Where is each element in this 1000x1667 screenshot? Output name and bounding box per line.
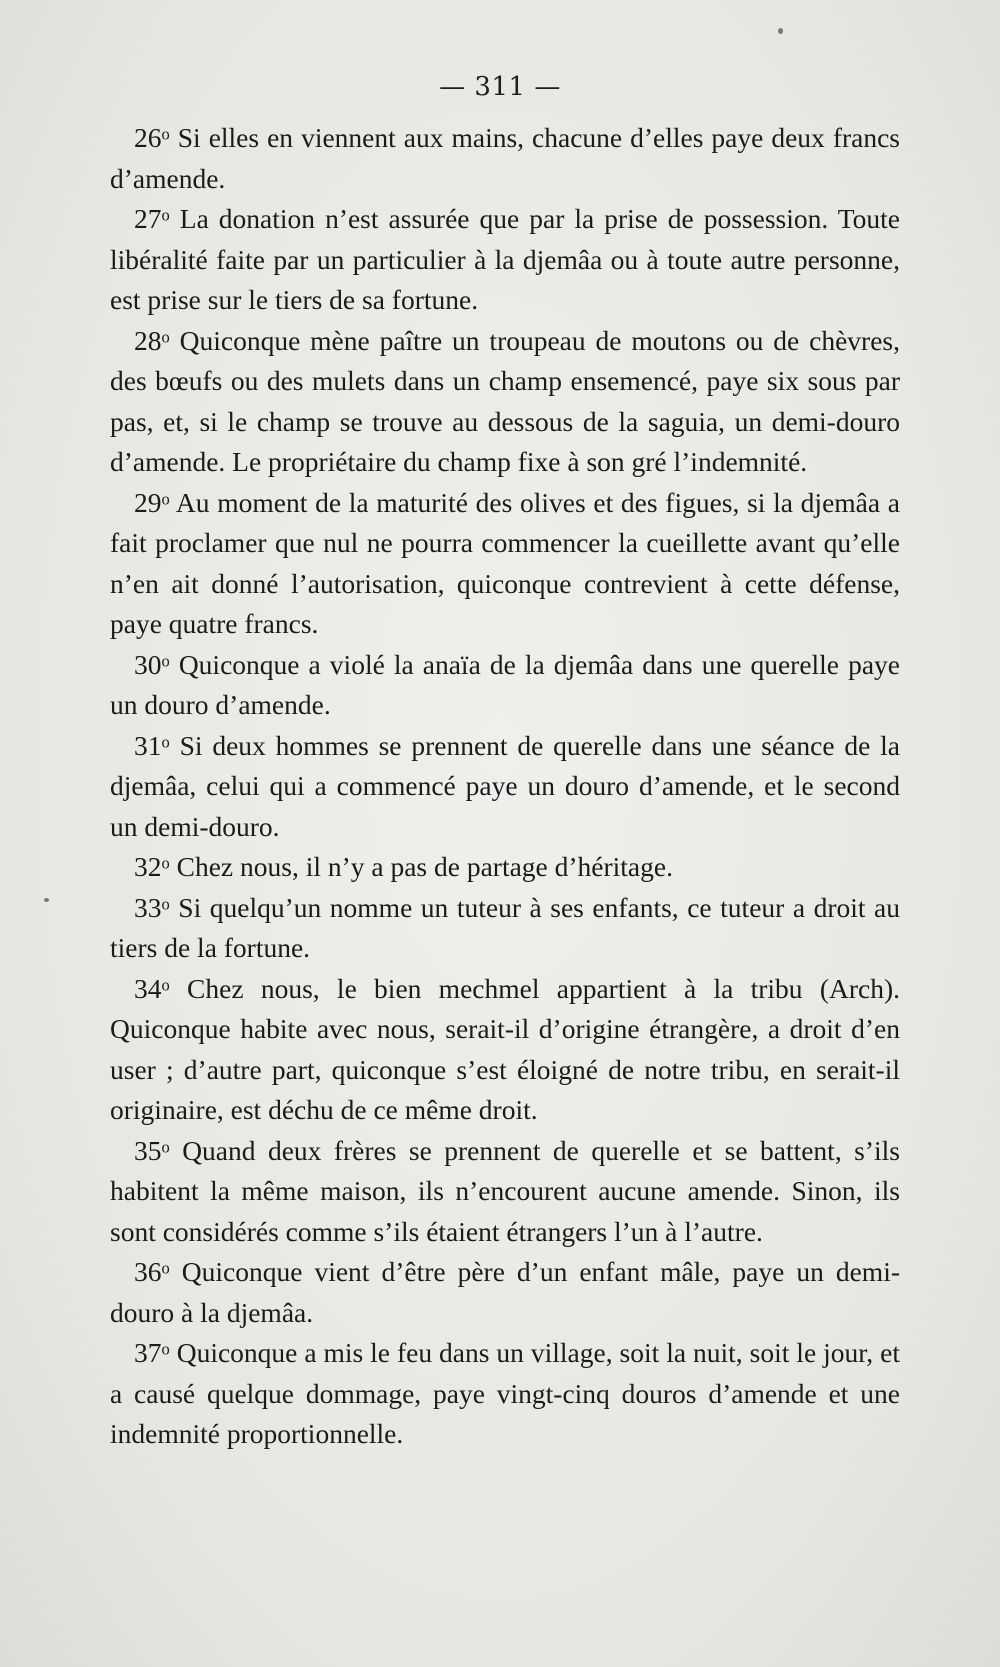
article-number: 33$^o$ [134,891,170,923]
article-text: Chez nous, il n’y a pas de partage d’héritage. [169,851,673,882]
article-number: 28$^o$ [134,324,170,356]
article-text: Quiconque vient d’être père d’un enfant mâle, paye un demi-douro à la djemâa. [110,1256,900,1328]
article-37 [110,1333,900,1455]
article-number: 35$^o$ [134,1134,170,1166]
article-text: Quiconque a violé la anaïa de la djemâa dans une querelle paye un douro d’amende. [110,648,900,720]
article-27 [110,199,900,321]
article-number: 36$^o$ [134,1256,170,1287]
page-number: — 311 — [439,72,561,102]
ink-speck [44,898,49,902]
article-number: 34$^o$ [134,972,170,1004]
article-36 [110,1252,900,1333]
article-29 [110,483,900,645]
article-30 [110,645,900,726]
article-number: 32$^o$ [134,851,170,882]
article-26 [110,118,900,199]
ink-speck [778,28,783,34]
article-number: 31$^o$ [134,729,170,761]
article-number: 26$^o$ [134,122,170,153]
article-text: Quand deux frères se prennent de querelle et se battent, s’ils habitent la même maison, ils n’encourent aucune amende. Sinon, ils sont considérés comme s’ils étaient étrangers l’un à l’autre. [110,1134,900,1247]
article-text: La donation n’est assurée que par la prise de possession. Toute libéralité faite par un particulier à la djemâa ou à toute autre personne, est prise sur le tiers de sa fortune. [110,203,900,315]
article-35 [110,1131,900,1253]
article-28 [110,321,900,483]
article-number: 27$^o$ [134,203,170,234]
article-text: Chez nous, le bien mechmel appartient à la tribu (Arch). Quiconque habite avec nous, serait-il d’origine étrangère, a droit d’en user ; d’autre part, quiconque s’est éloigné de notre tribu, en serait-il originaire, est déchu de ce même droit. [110,972,900,1125]
article-text: Si quelqu’un nomme un tuteur à ses enfants, ce tuteur a droit au tiers de la fortune. [110,891,900,963]
article-34 [110,969,900,1131]
article-number: 29$^o$ [134,486,170,518]
article-text: Si elles en viennent aux mains, chacune d’elles paye deux francs d’amende. [110,122,900,194]
article-33 [110,888,900,969]
article-text: Quiconque mène paître un troupeau de moutons ou de chèvres, des bœufs ou des mulets dans un champ ensemencé, paye six sous par pas, et, si le champ se trouve au dessous de la saguia, un demi-douro d’amende. Le propriétaire du champ fixe à son gré l’indemnité. [110,324,900,477]
article-number: 30$^o$ [134,648,170,680]
article-number: 37$^o$ [134,1337,170,1368]
article-32 [110,847,900,888]
article-text: Quiconque a mis le feu dans un village, soit la nuit, soit le jour, et a causé quelque dommage, paye vingt-cinq douros d’amende et une indemnité proportionnelle. [110,1337,900,1449]
article-text: Au moment de la maturité des olives et des figues, si la djemâa a fait proclamer que nul ne pourra commencer la cueillette avant qu’elle n’en ait donné l’autorisation, quiconque contrevient à cette défense, paye quatre francs. [110,486,900,639]
article-list [110,118,900,1455]
article-31 [110,726,900,848]
article-text: Si deux hommes se prennent de querelle dans une séance de la djemâa, celui qui a commencé paye un douro d’amende, et le second un demi-douro. [110,729,900,842]
